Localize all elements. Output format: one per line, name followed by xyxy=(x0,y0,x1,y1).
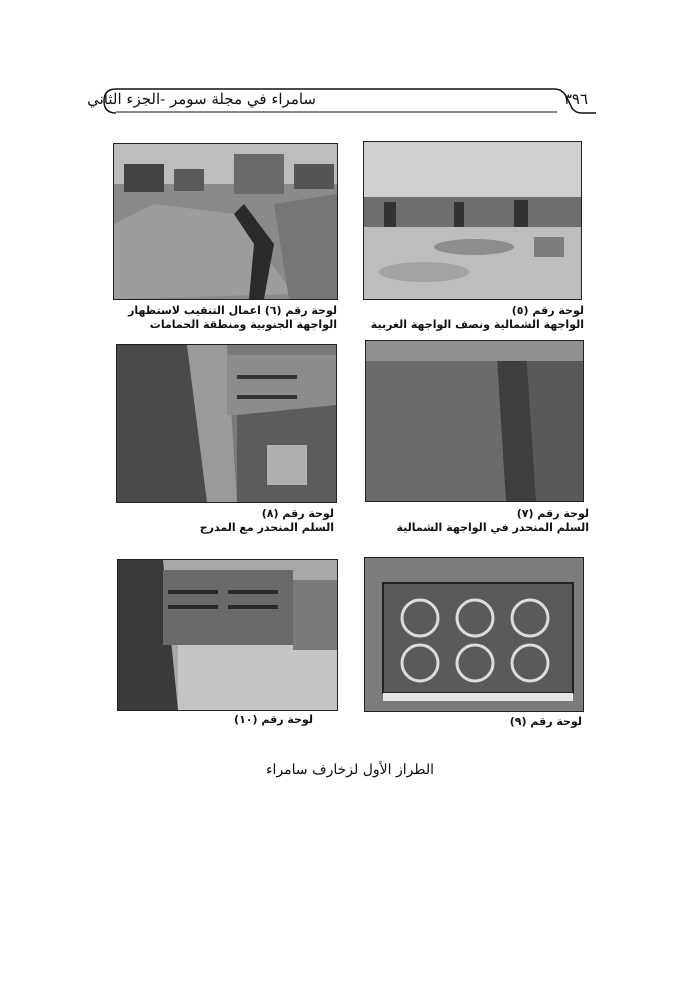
plate-5-description: الواجهة الشمالية ونصف الواجهة الغربية xyxy=(370,318,584,331)
page-number: ٣٩٦ xyxy=(563,90,588,108)
plate-8-title: لوحة رقم (٨) xyxy=(261,507,334,520)
plate-6-photo xyxy=(113,143,338,300)
plate-10-title: لوحة رقم (١٠) xyxy=(234,713,313,726)
stucco-ornament-photo xyxy=(365,558,583,711)
plate-8-description: السلم المنحدر مع المدرج xyxy=(199,521,334,534)
plate-9-title: لوحة رقم (٩) xyxy=(509,715,582,728)
plate-7-photo xyxy=(365,340,584,502)
ramp-photo xyxy=(117,345,336,502)
plate-9-caption xyxy=(510,715,582,729)
plate-5-title: لوحة رقم (٥) xyxy=(511,304,584,317)
section-title: الطراز الأول لزخارف سامراء xyxy=(265,762,435,778)
plate-7-description: السلم المنحدر في الواجهة الشمالية xyxy=(396,521,589,534)
plate-5-photo xyxy=(363,141,582,300)
wall-excavation-photo xyxy=(118,560,337,710)
plate-7-title: لوحة رقم (٧) xyxy=(516,507,589,520)
plate-10-caption xyxy=(234,713,313,727)
plate-8-photo xyxy=(116,344,337,503)
plate-9-photo xyxy=(364,557,584,712)
page-header xyxy=(87,86,598,114)
excavation-photo xyxy=(114,144,337,299)
plate-10-photo xyxy=(117,559,338,711)
plate-8-caption xyxy=(200,507,334,535)
plate-6-description: الواجهة الجنوبية ومنطقة الحمامات xyxy=(149,318,337,331)
header-title: سامراء في مجلة سومر -الجزء الثاني xyxy=(87,90,316,108)
plate-6-title: لوحة رقم (٦) اعمال التنقيب لاستظهار xyxy=(128,304,337,317)
plate-5-caption xyxy=(371,304,584,332)
north-facade-ramp-photo xyxy=(366,341,583,501)
facade-photo xyxy=(364,142,581,299)
plate-7-caption xyxy=(396,507,589,535)
plate-6-caption xyxy=(128,304,337,332)
